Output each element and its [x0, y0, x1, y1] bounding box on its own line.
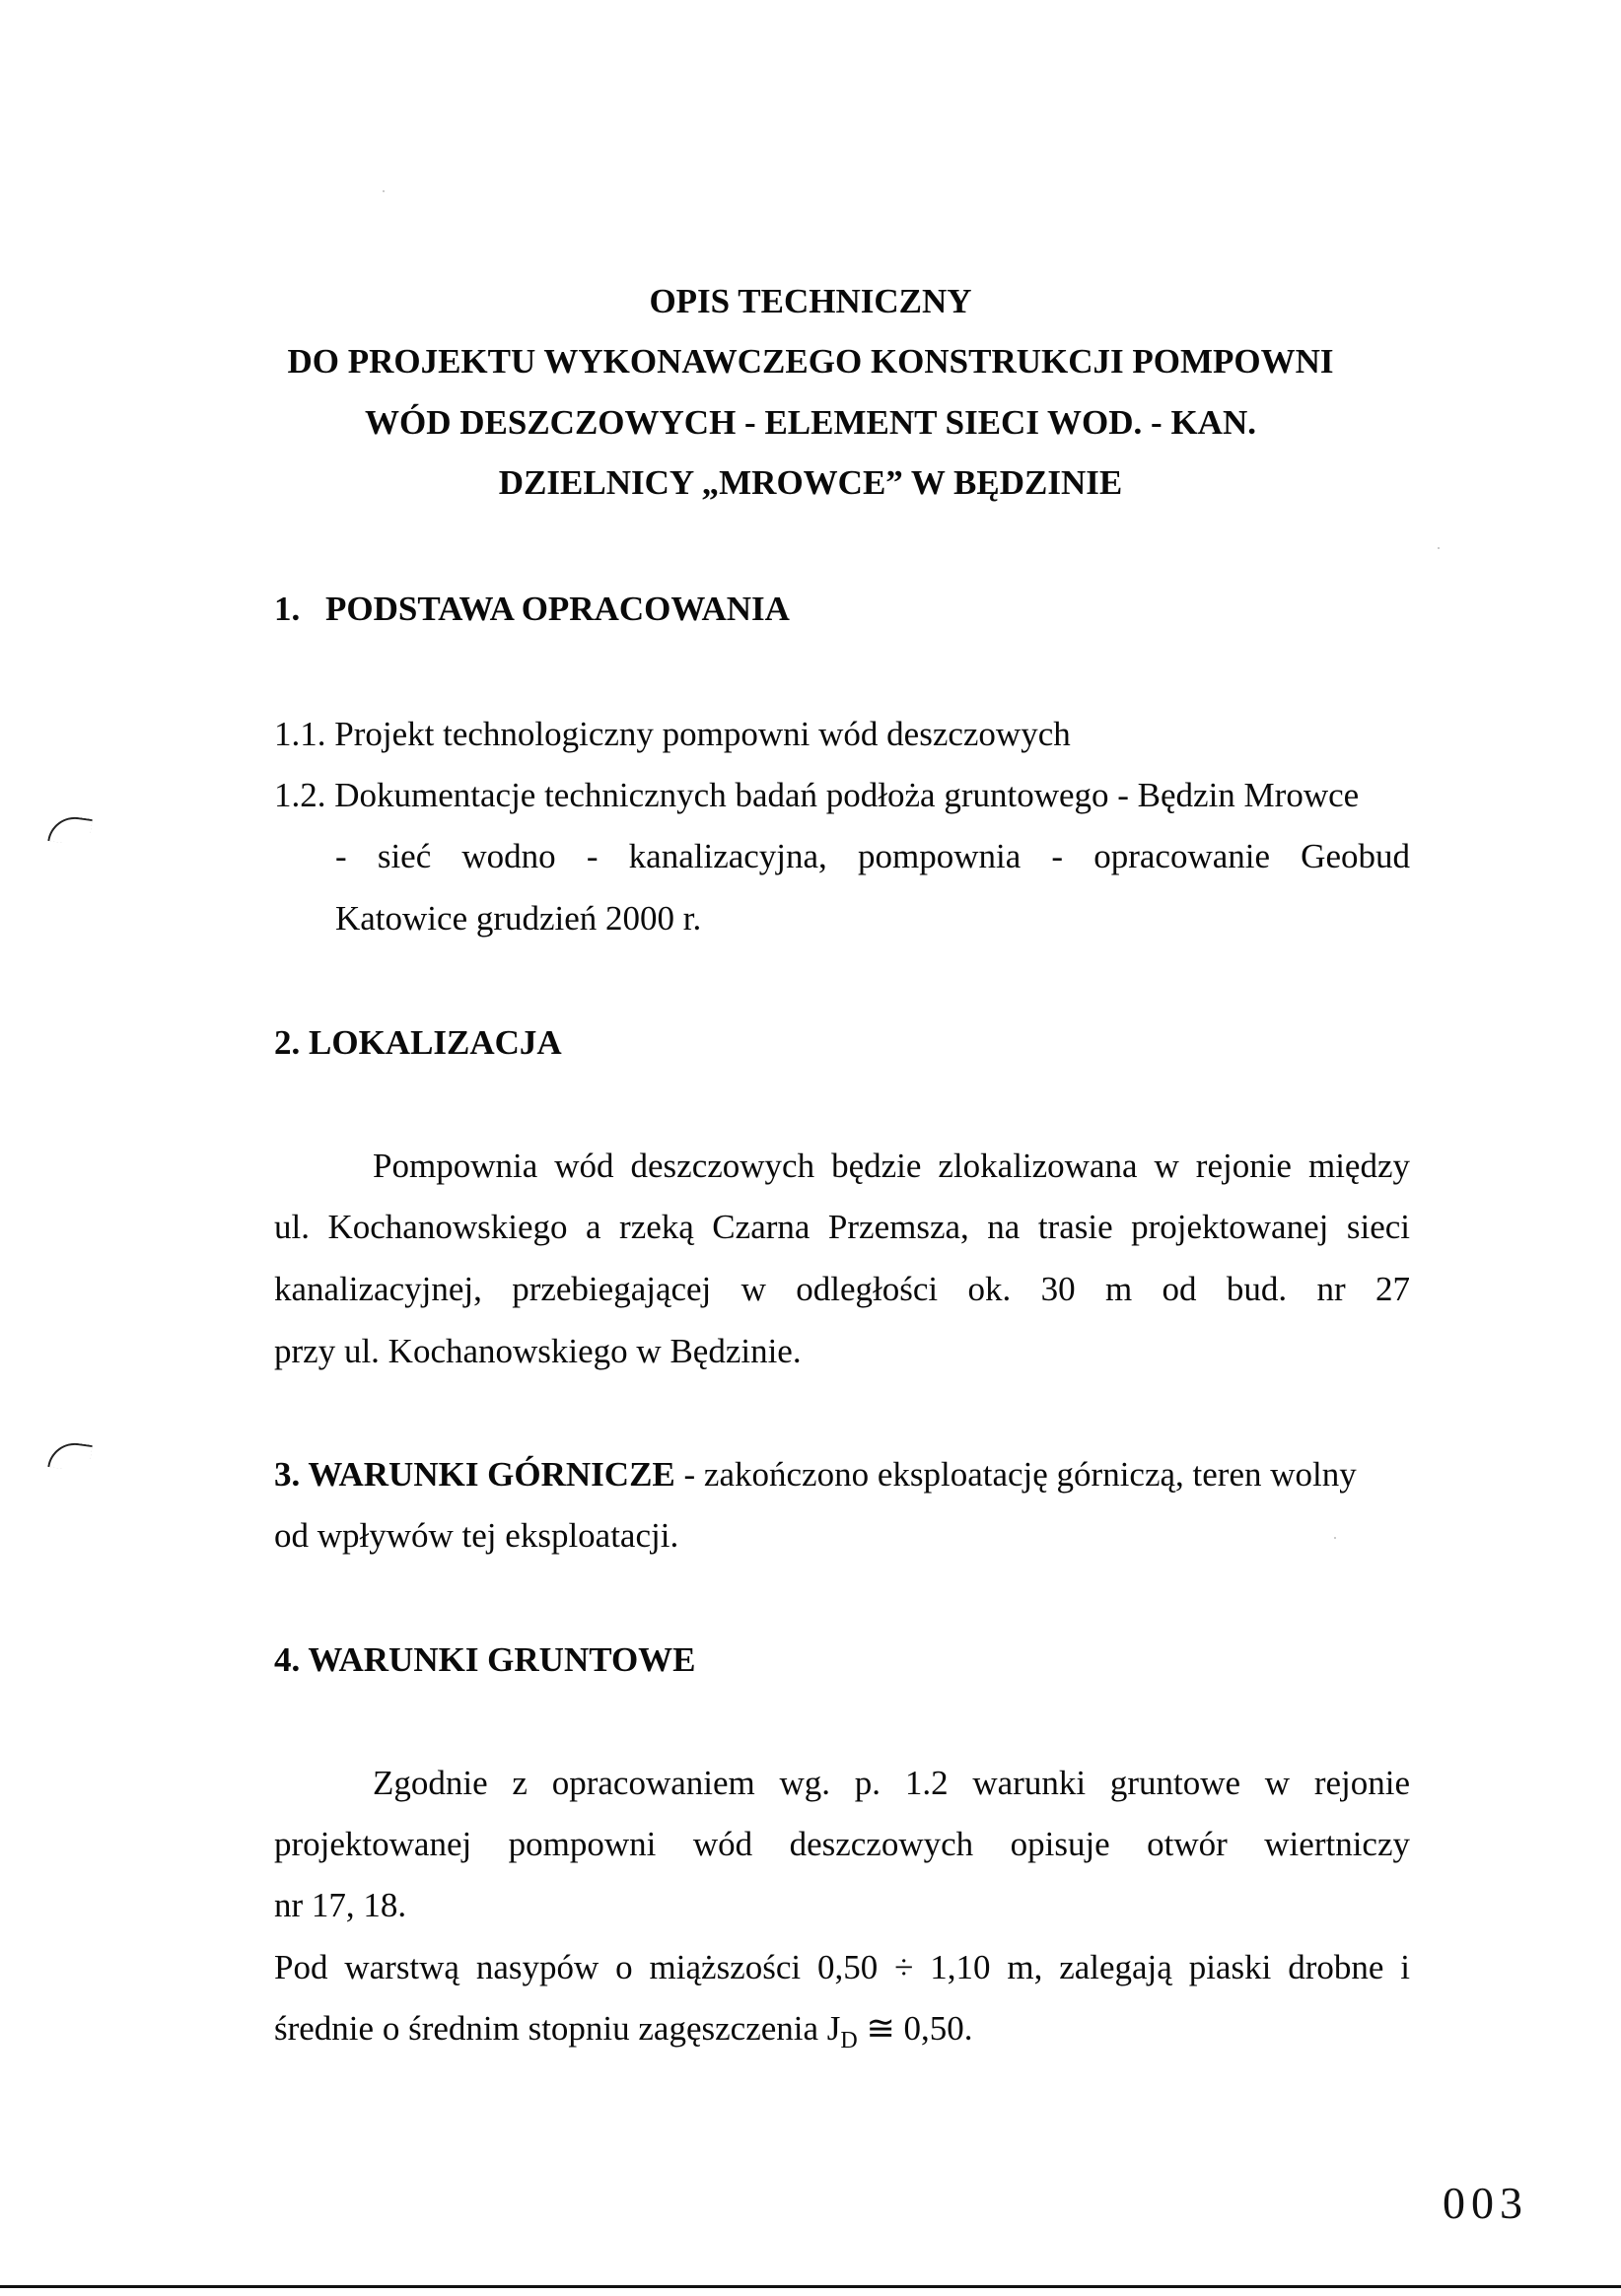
section-2-heading: 2. LOKALIZACJA: [274, 1023, 562, 1062]
section-3-text-line-2: od wpływów tej eksploatacji.: [274, 1516, 679, 1555]
section-4-heading: 4. WARUNKI GRUNTOWE: [274, 1640, 696, 1679]
section-4-p2-line-2-start: średnie o średnim stopniu zagęszczenia J: [274, 2009, 841, 2048]
section-4-p2-line-2: [274, 2011, 973, 2052]
section-4-p1-line-2: projektowanej pompowni wód deszczowych opisuje otwór wiertniczy: [274, 1825, 1410, 1863]
title-line-1: OPIS TECHNICZNY: [649, 282, 972, 320]
scan-margin-mark: [47, 1439, 92, 1473]
scan-speck: [383, 190, 385, 192]
section-3-heading: 3. WARUNKI GÓRNICZE: [274, 1455, 675, 1494]
section-1-heading: [274, 591, 790, 626]
section-4-p2-line-1: Pod warstwą nasypów o miąższości 0,50 ÷ 1,10 m, zalegają piaski drobne i: [274, 1948, 1410, 1986]
section-2-line-4: przy ul. Kochanowskiego w Będzinie.: [274, 1332, 802, 1370]
section-1-item-2-line-3: Katowice grudzień 2000 r.: [335, 899, 702, 938]
section-2-line-2: ul. Kochanowskiego a rzeką Czarna Przemsza, na trasie projektowanej sieci: [274, 1208, 1410, 1246]
title-line-3: WÓD DESZCZOWYCH - ELEMENT SIECI WOD. - KAN.: [365, 403, 1256, 442]
bottom-edge-line: [0, 2285, 1621, 2288]
section-1-item-2-line-1: 1.2. Dokumentacje technicznych badań podłoża gruntowego - Będzin Mrowce: [274, 776, 1360, 814]
title-line-4: DZIELNICY „MROWCE” W BĘDZINIE: [498, 463, 1123, 502]
section-4-p1-line-1: Zgodnie z opracowaniem wg. p. 1.2 warunki gruntowe w rejonie: [373, 1764, 1410, 1802]
section-3-text-line-1: - zakończono eksploatację górniczą, teren wolny: [683, 1455, 1357, 1494]
scan-speck: [1438, 547, 1440, 549]
scan-speck: [1334, 1537, 1336, 1539]
section-1-item-2-line-2: - sieć wodno - kanalizacyjna, pompownia - opracowanie Geobud: [335, 837, 1410, 875]
section-2-line-3: kanalizacyjnej, przebiegającej w odległości ok. 30 m od bud. nr 27: [274, 1270, 1410, 1308]
section-1-item-1: 1.1. Projekt technologiczny pompowni wód deszczowych: [274, 715, 1071, 753]
section-1-title: PODSTAWA OPRACOWANIA: [325, 590, 790, 628]
page-number: 003: [1443, 2178, 1528, 2228]
scan-margin-mark: [47, 813, 92, 847]
title-line-2: DO PROJEKTU WYKONAWCZEGO KONSTRUKCJI POMPOWNI: [287, 342, 1334, 381]
section-3-paragraph: [274, 1457, 1410, 1492]
section-4-p2-line-2-end: ≅ 0,50.: [857, 2009, 973, 2048]
section-2-line-1: Pompownia wód deszczowych będzie zlokalizowana w rejonie między: [373, 1147, 1410, 1185]
section-4-p1-line-3: nr 17, 18.: [274, 1886, 407, 1924]
subscript-d: D: [840, 2028, 858, 2053]
section-1-number: 1.: [274, 590, 301, 628]
